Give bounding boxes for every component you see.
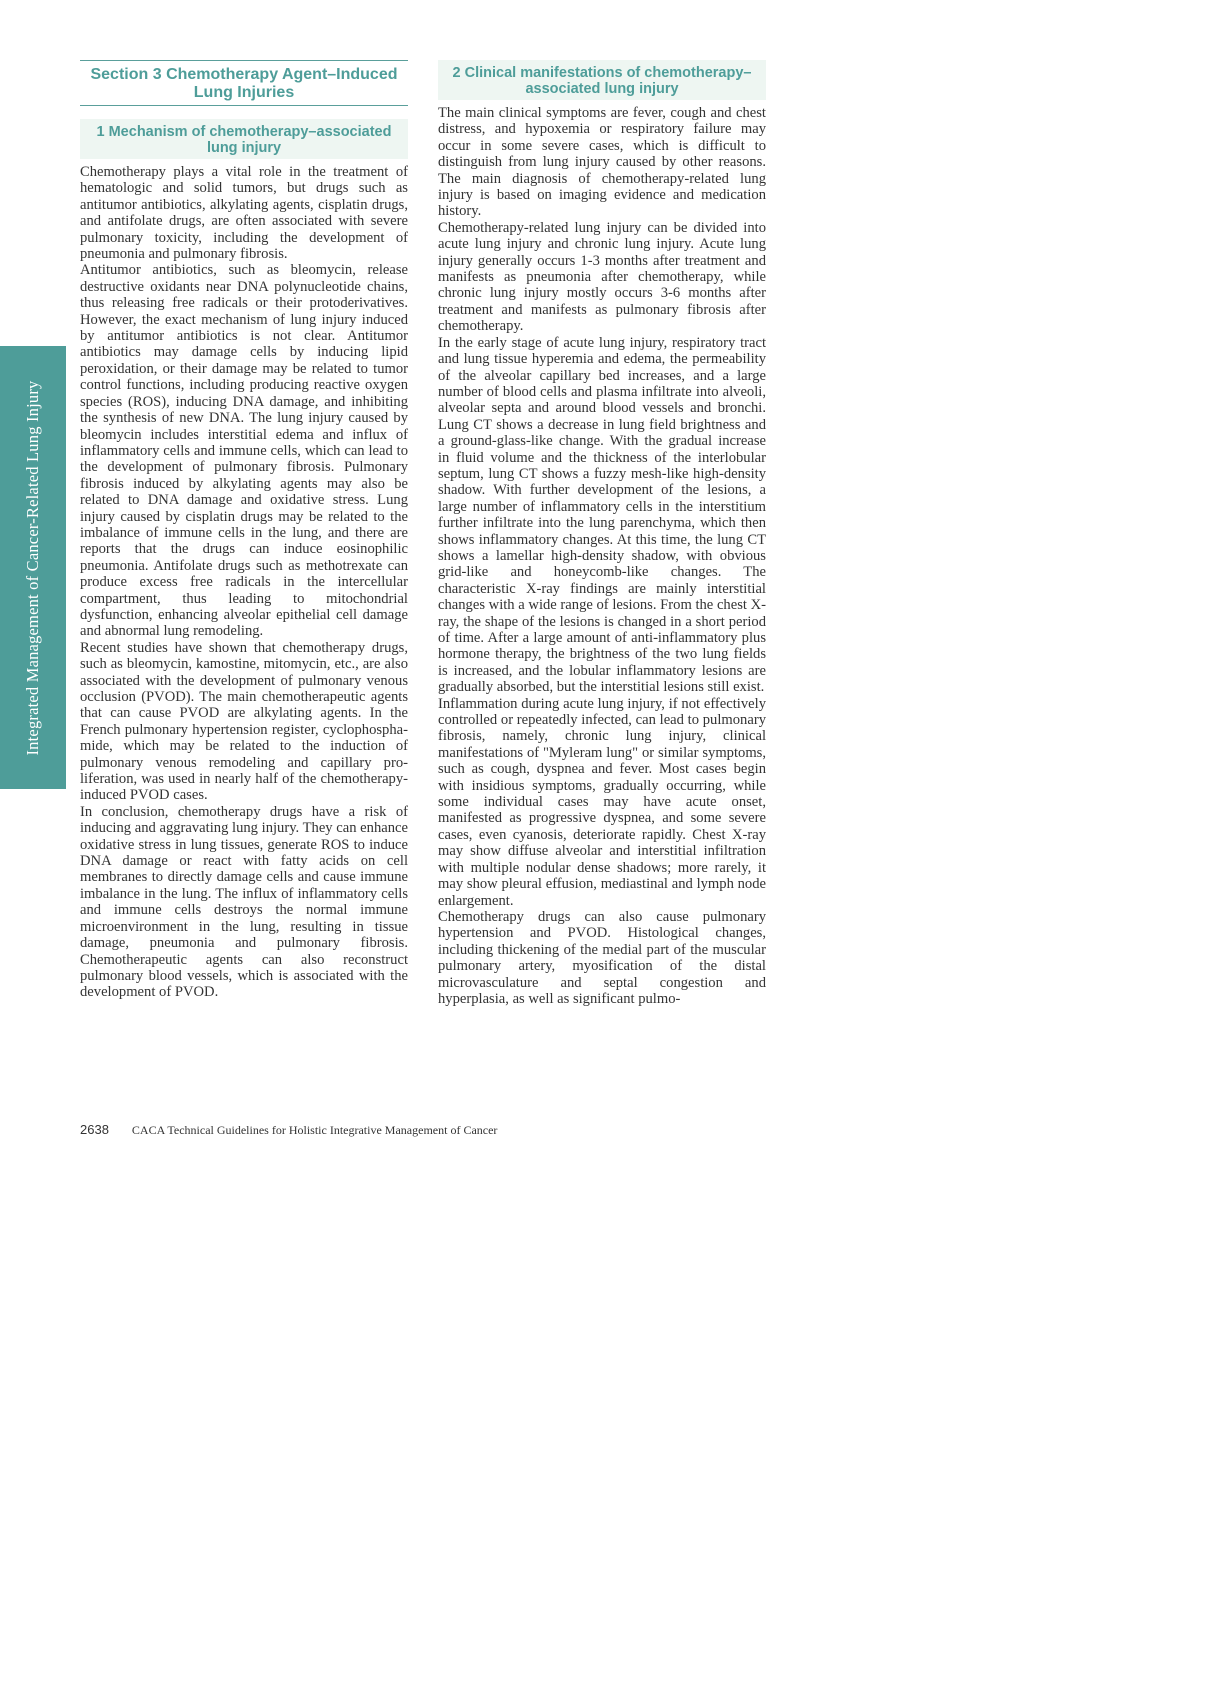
paragraph: Recent studies have shown that chemotherapy drugs, such as bleomycin, kamostine, mitomycin, etc., are also associated with the development of pulmonary venous occlusion (PVOD). The main chemotherapeutic agents that can cause PVOD are alkylating agents. In the French pulmonary hypertension register, cyclophosphamide, which may be related to the induction of pulmonary venous remodeling and capillary proliferation, was used in nearly half of the chemotherapy-induced PVOD cases. bbox=[80, 639, 408, 804]
chapter-side-tab-label: Integrated Management of Cancer-Related Lung Injury bbox=[23, 379, 42, 756]
subsection-title-clinical: 2 Clinical manifestations of chemotherapy–associated lung injury bbox=[438, 60, 766, 100]
paragraph: Antitumor antibiotics, such as bleomycin, release destructive oxidants near DNA polynucleotide chains, thus releasing free radicals or their protoderivatives. However, the exact mechanism of lung injury induced by antitumor antibiotics is not clear. Antitumor antibiotics may damage cells by inducing lipid peroxidation, or their damage may be related to tumor control functions, including producing reactive oxygen species (ROS), inducing DNA damage, and inhibiting the synthesis of new DNA. The lung injury caused by bleomycin includes interstitial edema and influx of inflammatory cells and immune cells, which can lead to the development of pulmonary fibrosis. Pulmonary fibrosis induced by alkylating agents may also be related to DNA damage and oxidative stress. Lung injury caused by cisplatin drugs may be related to the imbalance of immune cells in the lung, and there are reports that the drugs can induce eosinophilic pneumonia. Antifolate drugs such as methotrexate can produce excess free radicals in the intercellular compartment, thus leading to mitochondrial dysfunction, enhancing alveolar epithelial cell damage and abnormal lung remodeling. bbox=[80, 262, 408, 640]
paragraph: Chemotherapy-related lung injury can be divided into acute lung injury and chronic lung injury. Acute lung injury generally occurs 1-3 months after treatment and manifests as pneumonia after chemotherapy, while chronic lung injury mostly occurs 3-6 months after treatment and manifests as pulmonary fibrosis after chemotherapy. bbox=[438, 219, 766, 335]
chapter-side-tab bbox=[0, 346, 66, 789]
right-column bbox=[438, 60, 766, 1007]
paragraph: Chemotherapy plays a vital role in the treatment of hematologic and solid tumors, but drugs such as antitumor antibiotics, alkylating agents, cisplatin drugs, and antifolate drugs, are often associated with severe pulmonary toxicity, including the development of pneumonia and pulmonary fibrosis. bbox=[80, 164, 408, 263]
paragraph: Inflammation during acute lung injury, if not effectively controlled or repeatedly infected, can lead to pulmonary fibrosis, namely, chronic lung injury, clinical manifestations of "Myleram lung" or similar symptoms, such as cough, dyspnea and fever. Most cases begin with insidious symptoms, gradually occurring, while some individual cases may have acute onset, manifested as progressive dyspnea, and some severe cases, even cyanosis, deteriorate rapidly. Chest X-ray may show diffuse alveolar and interstitial infiltration with multiple nodular dense shadows; more rarely, it may show pleural effusion, mediastinal and lymph node enlargement. bbox=[438, 695, 766, 909]
paragraph: Chemotherapy drugs can also cause pulmonary hypertension and PVOD. Histological changes, including thickening of the medial part of the muscular pulmonary artery, myosification of the distal microvasculature and septal congestion and hyperplasia, as well as significant pulmo- bbox=[438, 908, 766, 1007]
left-column bbox=[80, 60, 408, 1001]
section-title: Section 3 Chemotherapy Agent–Induced Lung Injuries bbox=[80, 60, 408, 106]
page-footer bbox=[80, 1122, 497, 1138]
paragraph: The main clinical symptoms are fever, cough and chest distress, and hypoxemia or respiratory failure may occur in some severe cases, which is difficult to distinguish from lung injury caused by other reasons. The main diagnosis of chemotherapy-related lung injury is based on imaging evidence and medication history. bbox=[438, 105, 766, 220]
paragraph: In conclusion, chemotherapy drugs have a risk of inducing and aggravating lung injury. They can enhance oxidative stress in lung tissues, generate ROS to induce DNA damage or react with fatty acids on cell membranes to directly damage cells and cause immune imbalance in the lung. The influx of inflammatory cells and immune cells destroys the normal immune microenvironment in the lung, resulting in tissue damage, pneumonia and pulmonary fibrosis. Chemotherapeutic agents can also reconstruct pulmonary blood vessels, which is associated with the development of PVOD. bbox=[80, 803, 408, 1001]
page-number: 2638 bbox=[80, 1122, 109, 1137]
paragraph: In the early stage of acute lung injury, respiratory tract and lung tissue hyperemia and edema, the permeability of the alveolar capillary bed increases, and a large number of blood cells and plasma infiltrate into alveoli, alveolar septa and around blood vessels and bronchi. Lung CT shows a decrease in lung field brightness and a ground-glass-like change. With the gradual increase in fluid volume and the thickness of the interlobular septum, lung CT shows a fuzzy mesh-like high-density shadow. With further development of the lesions, a large number of inflammatory cells in the interstitium further infiltrate into the lung parenchyma, which then shows inflammatory changes. At this time, the lung CT shows a lamellar high-density shadow, with obvious grid-like and honeycomb-like changes. The characteristic X-ray findings are mainly interstitial changes with a wide range of lesions. From the chest X-ray, the shape of the lesions is changed in a short period of time. After a large amount of anti-inflammatory plus hormone therapy, the brightness of the two lung fields is increased, and the lobular inflammatory lesions are gradually absorbed, but the interstitial lesions still exist. bbox=[438, 334, 766, 696]
running-title: CACA Technical Guidelines for Holistic Integrative Management of Cancer bbox=[131, 1123, 498, 1137]
subsection-title-mechanism: 1 Mechanism of chemotherapy–associated lung injury bbox=[80, 119, 408, 159]
